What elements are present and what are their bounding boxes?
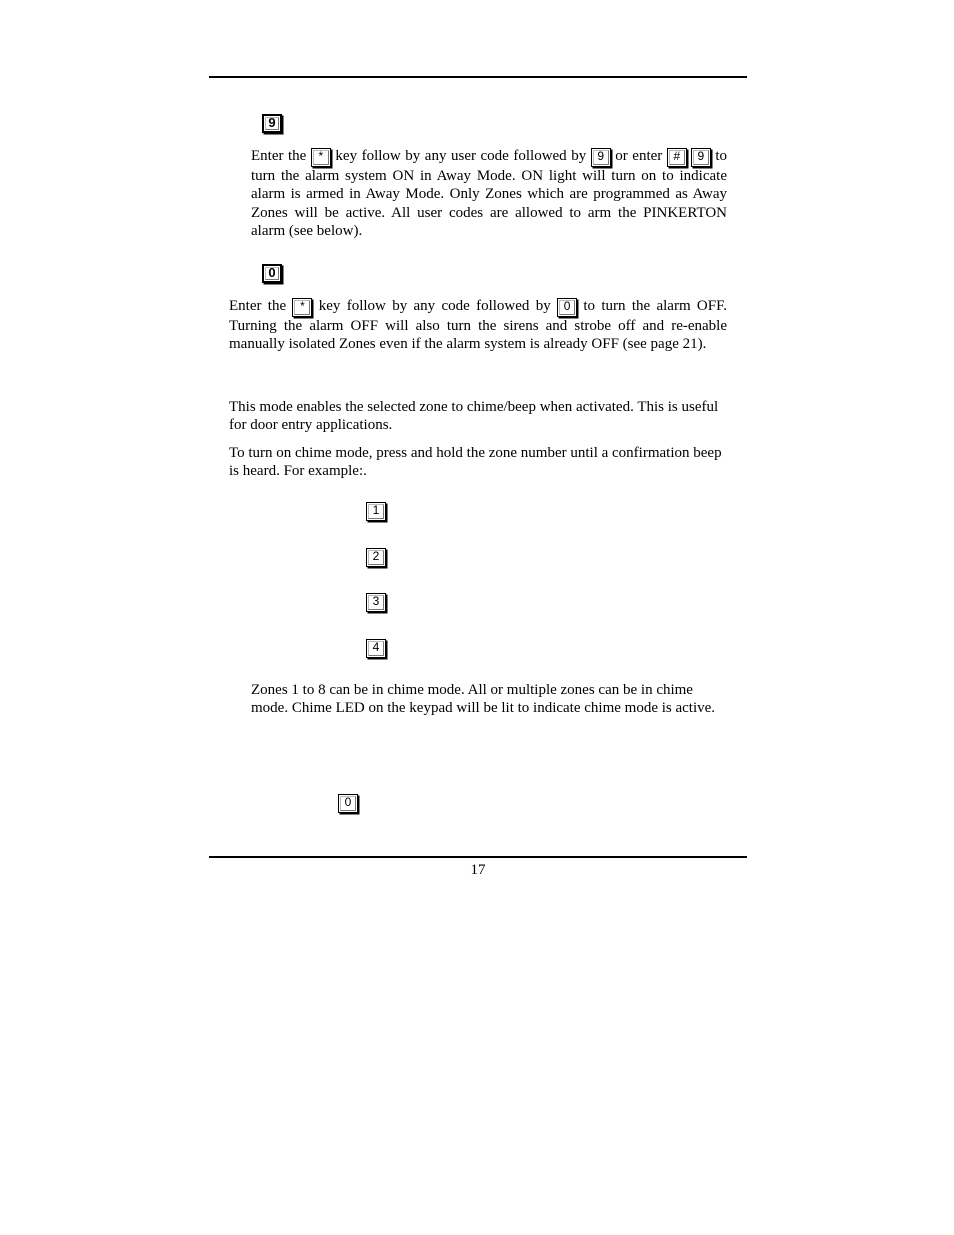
off-text-2: key follow by any code followed by (318, 298, 551, 314)
chime-intro: This mode enables the selected zone to chime/beep when activated. This is useful for door entry applications. (229, 399, 719, 434)
key-4: 4 (366, 639, 386, 658)
page-number: 17 (470, 862, 486, 878)
away-text-2: key follow by any user code followed by (335, 148, 587, 164)
key-0: 0 (338, 794, 358, 813)
away-text-1: Enter the (251, 148, 307, 164)
key-9: 9 (691, 148, 711, 167)
away-mode-paragraph (251, 147, 727, 240)
footer-rule (209, 856, 747, 858)
key-0-heading: 0 (262, 264, 282, 283)
key-9: 9 (591, 148, 611, 167)
off-text-3: to turn the alarm OFF. Turning the alarm OFF will also turn the sirens and strobe off and re-enable manually isolated Zones even if the alarm system is already OFF (see page 21). (229, 298, 727, 353)
away-text-3: or enter (615, 148, 663, 164)
off-mode-paragraph (229, 297, 727, 354)
key-hash: # (667, 148, 687, 167)
away-text-4: to turn the alarm system ON in Away Mode. ON light will turn on to indicate alarm is armed in Away Mode. Only Zones which are programmed as Away Zones will be active. All user codes are allowed to arm the PINKERTON alarm (see below). (251, 148, 728, 239)
key-0: 0 (557, 298, 577, 317)
off-text-1: Enter the (229, 298, 287, 314)
key-2: 2 (366, 548, 386, 567)
chime-instruction: To turn on chime mode, press and hold the zone number until a confirmation beep is heard. For example:. (229, 445, 722, 480)
key-star: * (311, 148, 331, 167)
key-9-heading: 9 (262, 114, 282, 133)
chime-note: Zones 1 to 8 can be in chime mode. All or multiple zones can be in chime mode. Chime LED on the keypad will be lit to indicate chime mode is active. (251, 682, 716, 717)
header-rule (209, 76, 747, 78)
key-star: * (292, 298, 312, 317)
key-3: 3 (366, 593, 386, 612)
key-1: 1 (366, 502, 386, 521)
